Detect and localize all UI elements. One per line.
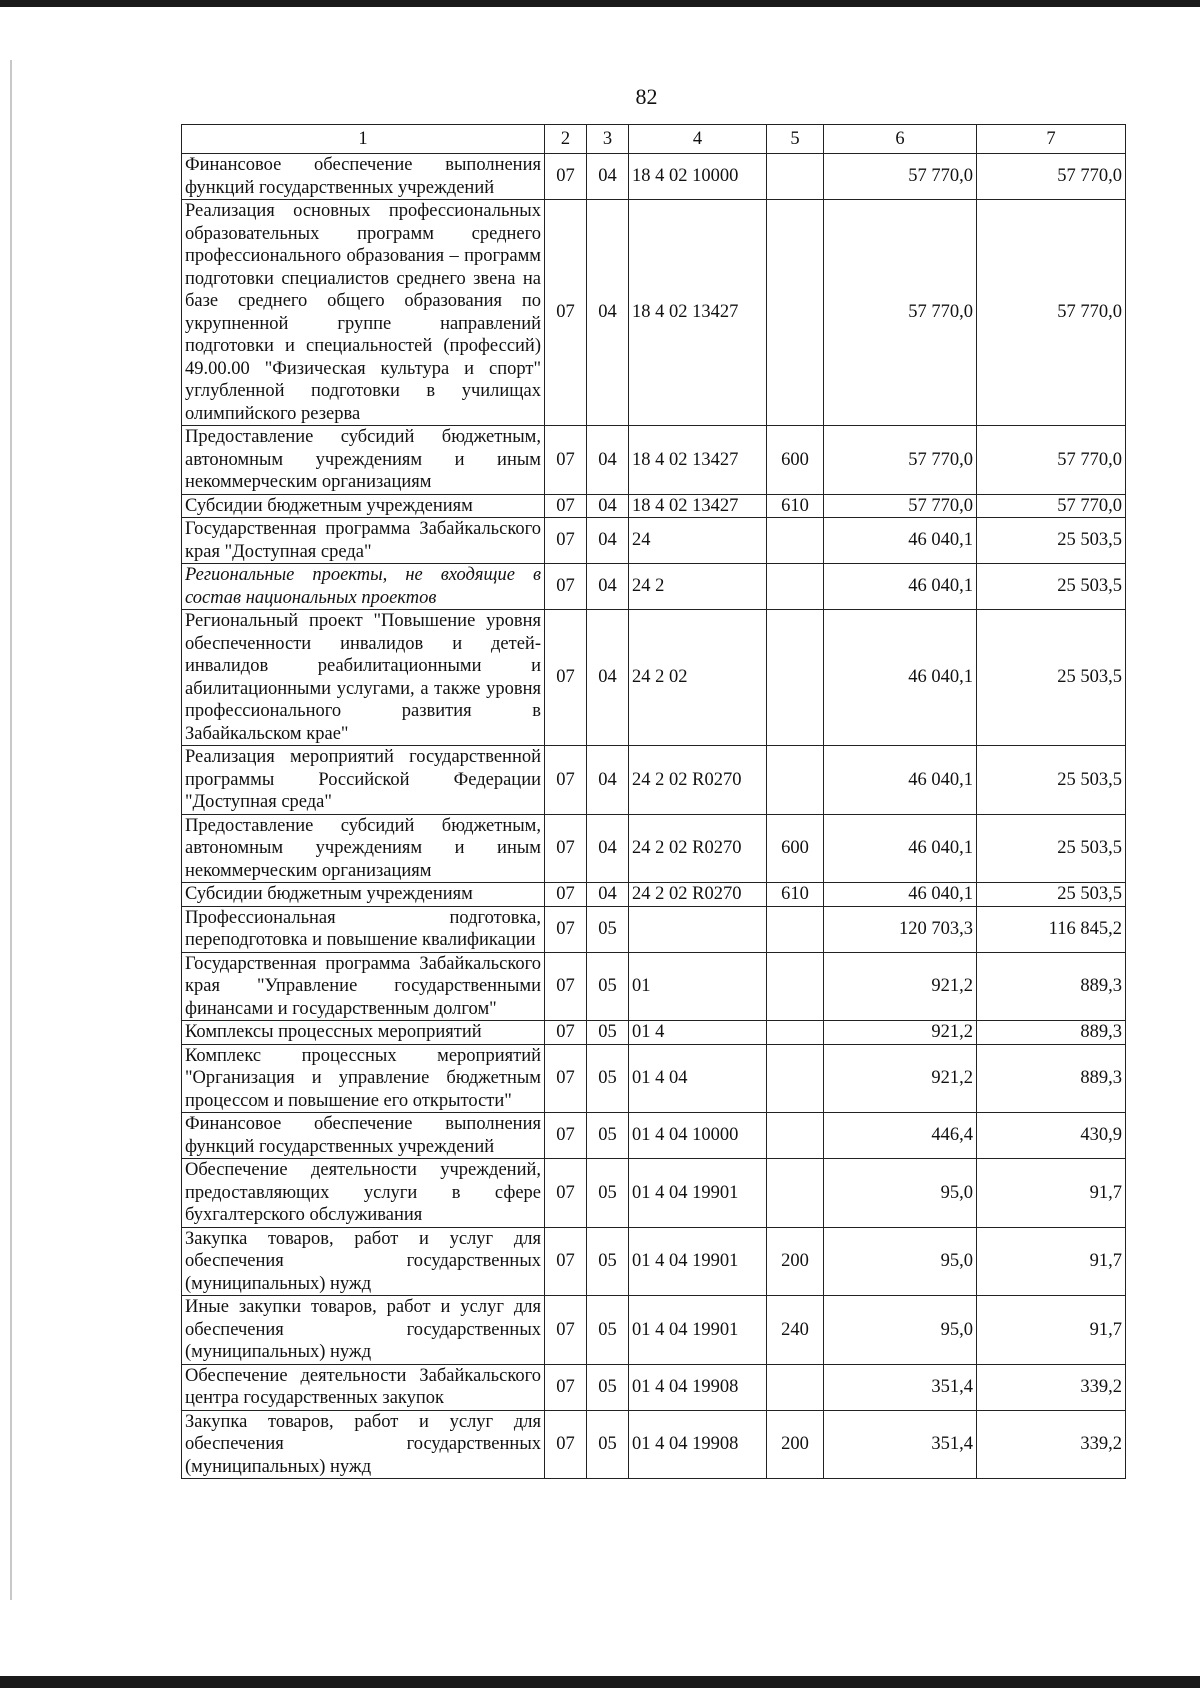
row-section: 07 (545, 814, 587, 883)
row-expense-type (767, 1044, 824, 1113)
row-amount-2: 889,3 (977, 1021, 1126, 1045)
row-section: 07 (545, 746, 587, 815)
budget-table (181, 124, 1126, 1479)
column-header: 3 (587, 125, 629, 154)
row-amount-1: 921,2 (824, 1021, 977, 1045)
row-target-article: 01 4 04 19901 (629, 1227, 767, 1296)
row-subsection: 05 (587, 1159, 629, 1228)
row-amount-2: 91,7 (977, 1159, 1126, 1228)
row-section: 07 (545, 154, 587, 200)
row-name: Профессиональная подготовка, переподготовка и повышение квалификации (182, 906, 545, 952)
table-row (182, 200, 1126, 426)
row-amount-2: 57 770,0 (977, 494, 1126, 518)
row-target-article: 01 4 04 10000 (629, 1113, 767, 1159)
table-row (182, 906, 1126, 952)
row-amount-2: 25 503,5 (977, 746, 1126, 815)
row-target-article: 01 4 04 19908 (629, 1364, 767, 1410)
row-expense-type: 600 (767, 426, 824, 495)
table-row (182, 154, 1126, 200)
row-subsection: 04 (587, 494, 629, 518)
column-header: 6 (824, 125, 977, 154)
row-section: 07 (545, 200, 587, 426)
row-target-article: 01 4 04 19901 (629, 1296, 767, 1365)
row-target-article (629, 906, 767, 952)
row-amount-1: 95,0 (824, 1159, 977, 1228)
row-subsection: 05 (587, 1021, 629, 1045)
row-target-article: 18 4 02 10000 (629, 154, 767, 200)
row-amount-1: 57 770,0 (824, 426, 977, 495)
row-subsection: 05 (587, 1113, 629, 1159)
row-name: Комплексы процессных мероприятий (182, 1021, 545, 1045)
table-row (182, 883, 1126, 907)
row-target-article: 24 2 (629, 564, 767, 610)
row-target-article: 18 4 02 13427 (629, 200, 767, 426)
row-expense-type (767, 906, 824, 952)
row-amount-1: 351,4 (824, 1410, 977, 1479)
column-header: 1 (182, 125, 545, 154)
table-row (182, 1296, 1126, 1365)
row-amount-1: 446,4 (824, 1113, 977, 1159)
row-name: Региональные проекты, не входящие в состав национальных проектов (182, 564, 545, 610)
row-amount-1: 57 770,0 (824, 494, 977, 518)
row-target-article: 01 4 04 (629, 1044, 767, 1113)
row-name: Обеспечение деятельности Забайкальского центра государственных закупок (182, 1364, 545, 1410)
row-section: 07 (545, 1410, 587, 1479)
row-amount-2: 25 503,5 (977, 564, 1126, 610)
row-name: Обеспечение деятельности учреждений, предоставляющих услуги в сфере бухгалтерского обслуживания (182, 1159, 545, 1228)
row-section: 07 (545, 1227, 587, 1296)
table-row (182, 1113, 1126, 1159)
row-subsection: 04 (587, 426, 629, 495)
table-row (182, 1364, 1126, 1410)
row-amount-2: 430,9 (977, 1113, 1126, 1159)
row-expense-type (767, 1364, 824, 1410)
row-expense-type: 610 (767, 883, 824, 907)
row-expense-type (767, 154, 824, 200)
row-target-article: 24 2 02 R0270 (629, 746, 767, 815)
row-amount-2: 91,7 (977, 1296, 1126, 1365)
row-expense-type (767, 952, 824, 1021)
row-subsection: 05 (587, 1044, 629, 1113)
row-amount-2: 91,7 (977, 1227, 1126, 1296)
table-row (182, 564, 1126, 610)
row-expense-type (767, 200, 824, 426)
row-target-article: 24 2 02 (629, 610, 767, 746)
scan-bottom-border (0, 1676, 1200, 1688)
row-section: 07 (545, 494, 587, 518)
row-expense-type: 240 (767, 1296, 824, 1365)
row-amount-1: 46 040,1 (824, 814, 977, 883)
scan-top-border (0, 0, 1200, 7)
row-target-article: 01 (629, 952, 767, 1021)
row-amount-2: 339,2 (977, 1364, 1126, 1410)
row-name: Иные закупки товаров, работ и услуг для обеспечения государственных (муниципальных) нужд (182, 1296, 545, 1365)
row-target-article: 24 2 02 R0270 (629, 814, 767, 883)
table-row (182, 952, 1126, 1021)
row-section: 07 (545, 564, 587, 610)
row-name: Субсидии бюджетным учреждениям (182, 494, 545, 518)
row-name: Предоставление субсидий бюджетным, автономным учреждениям и иным некоммерческим организациям (182, 814, 545, 883)
row-amount-1: 46 040,1 (824, 518, 977, 564)
row-subsection: 05 (587, 906, 629, 952)
row-name: Закупка товаров, работ и услуг для обеспечения государственных (муниципальных) нужд (182, 1410, 545, 1479)
row-section: 07 (545, 426, 587, 495)
row-amount-1: 46 040,1 (824, 610, 977, 746)
row-amount-1: 120 703,3 (824, 906, 977, 952)
column-number-header (182, 125, 1126, 154)
row-name: Государственная программа Забайкальского края "Управление государственными финансами и государственным долгом" (182, 952, 545, 1021)
row-target-article: 24 (629, 518, 767, 564)
row-amount-1: 46 040,1 (824, 746, 977, 815)
row-section: 07 (545, 883, 587, 907)
row-expense-type (767, 746, 824, 815)
row-expense-type (767, 610, 824, 746)
row-name: Региональный проект "Повышение уровня обеспеченности инвалидов и детей-инвалидов реабилитационными и абилитационными услугами, а также уровня профессионального развития в Забайкальском крае" (182, 610, 545, 746)
row-expense-type (767, 1021, 824, 1045)
row-subsection: 04 (587, 883, 629, 907)
row-amount-1: 95,0 (824, 1227, 977, 1296)
row-amount-2: 57 770,0 (977, 426, 1126, 495)
row-section: 07 (545, 1364, 587, 1410)
row-subsection: 04 (587, 200, 629, 426)
row-amount-2: 25 503,5 (977, 814, 1126, 883)
row-section: 07 (545, 906, 587, 952)
table-row (182, 1044, 1126, 1113)
row-section: 07 (545, 1021, 587, 1045)
row-name: Государственная программа Забайкальского края "Доступная среда" (182, 518, 545, 564)
row-subsection: 04 (587, 746, 629, 815)
row-target-article: 24 2 02 R0270 (629, 883, 767, 907)
row-amount-1: 351,4 (824, 1364, 977, 1410)
page-number: 82 (635, 84, 658, 109)
row-amount-2: 57 770,0 (977, 154, 1126, 200)
row-subsection: 04 (587, 154, 629, 200)
row-target-article: 18 4 02 13427 (629, 494, 767, 518)
row-expense-type (767, 518, 824, 564)
row-expense-type (767, 564, 824, 610)
row-amount-2: 889,3 (977, 1044, 1126, 1113)
row-target-article: 01 4 04 19908 (629, 1410, 767, 1479)
table-row (182, 426, 1126, 495)
row-amount-2: 25 503,5 (977, 518, 1126, 564)
row-name: Реализация основных профессиональных образовательных программ среднего профессионального образования – программ подготовки специалистов среднего звена на базе среднего общего образования по укрупненной группе направлений подготовки и специальностей (профессий) 49.00.00 "Физическая культура и спорт" углубленной подготовки в училищах олимпийского резерва (182, 200, 545, 426)
row-subsection: 04 (587, 518, 629, 564)
row-section: 07 (545, 518, 587, 564)
row-subsection: 05 (587, 1410, 629, 1479)
row-subsection: 04 (587, 610, 629, 746)
row-amount-1: 95,0 (824, 1296, 977, 1365)
row-name: Предоставление субсидий бюджетным, автономным учреждениям и иным некоммерческим организациям (182, 426, 545, 495)
row-amount-1: 46 040,1 (824, 564, 977, 610)
row-expense-type (767, 1159, 824, 1228)
row-subsection: 05 (587, 1296, 629, 1365)
row-section: 07 (545, 610, 587, 746)
table-row (182, 610, 1126, 746)
row-target-article: 18 4 02 13427 (629, 426, 767, 495)
column-header: 5 (767, 125, 824, 154)
table-row (182, 1227, 1126, 1296)
table-row (182, 746, 1126, 815)
table-row (182, 1021, 1126, 1045)
table-row (182, 814, 1126, 883)
table-row (182, 1159, 1126, 1228)
row-name: Реализация мероприятий государственной программы Российской Федерации "Доступная среда" (182, 746, 545, 815)
row-name: Комплекс процессных мероприятий "Организация и управление бюджетным процессом и повышение его открытости" (182, 1044, 545, 1113)
row-expense-type: 200 (767, 1410, 824, 1479)
row-amount-2: 25 503,5 (977, 883, 1126, 907)
row-subsection: 04 (587, 564, 629, 610)
column-header: 7 (977, 125, 1126, 154)
row-target-article: 01 4 04 19901 (629, 1159, 767, 1228)
scan-edge-line (10, 60, 12, 1600)
row-expense-type: 600 (767, 814, 824, 883)
row-name: Финансовое обеспечение выполнения функций государственных учреждений (182, 1113, 545, 1159)
row-amount-2: 889,3 (977, 952, 1126, 1021)
row-section: 07 (545, 1296, 587, 1365)
column-header: 2 (545, 125, 587, 154)
row-subsection: 05 (587, 1227, 629, 1296)
table-row (182, 518, 1126, 564)
row-amount-1: 921,2 (824, 952, 977, 1021)
row-amount-1: 46 040,1 (824, 883, 977, 907)
row-expense-type (767, 1113, 824, 1159)
row-subsection: 04 (587, 814, 629, 883)
row-amount-2: 57 770,0 (977, 200, 1126, 426)
table-row (182, 1410, 1126, 1479)
row-amount-1: 57 770,0 (824, 154, 977, 200)
row-name: Финансовое обеспечение выполнения функций государственных учреждений (182, 154, 545, 200)
row-expense-type: 200 (767, 1227, 824, 1296)
row-amount-1: 57 770,0 (824, 200, 977, 426)
row-amount-2: 339,2 (977, 1410, 1126, 1479)
row-section: 07 (545, 952, 587, 1021)
row-name: Закупка товаров, работ и услуг для обеспечения государственных (муниципальных) нужд (182, 1227, 545, 1296)
row-expense-type: 610 (767, 494, 824, 518)
row-section: 07 (545, 1044, 587, 1113)
row-amount-1: 921,2 (824, 1044, 977, 1113)
row-subsection: 05 (587, 952, 629, 1021)
row-amount-2: 25 503,5 (977, 610, 1126, 746)
row-name: Субсидии бюджетным учреждениям (182, 883, 545, 907)
table-row (182, 494, 1126, 518)
row-amount-2: 116 845,2 (977, 906, 1126, 952)
row-section: 07 (545, 1113, 587, 1159)
row-section: 07 (545, 1159, 587, 1228)
row-target-article: 01 4 (629, 1021, 767, 1045)
row-subsection: 05 (587, 1364, 629, 1410)
column-header: 4 (629, 125, 767, 154)
